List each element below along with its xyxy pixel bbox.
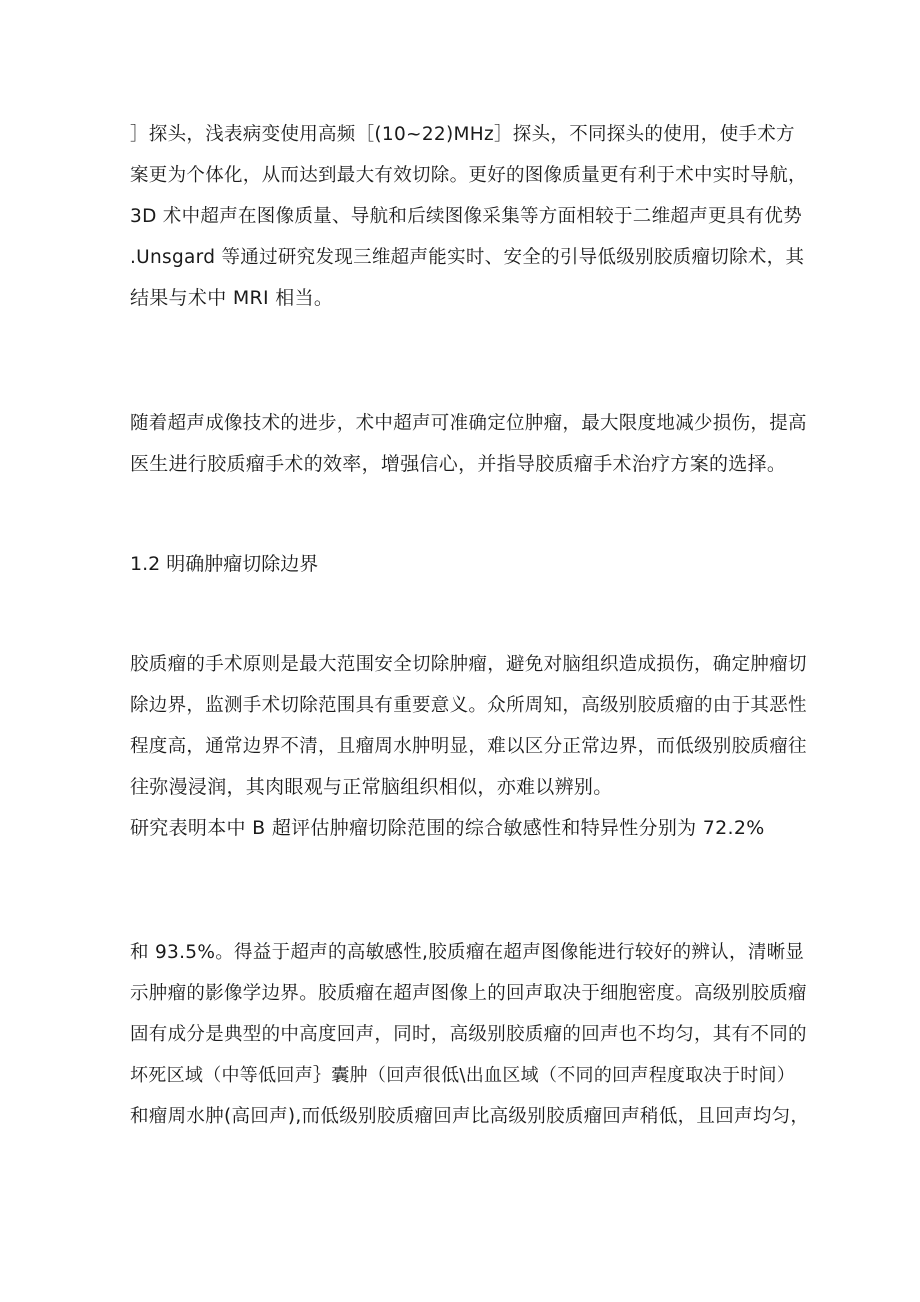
text-line: 程度高，通常边界不清，且瘤周水肿明显，难以区分正常边界，而低级别胶质瘤往: [130, 736, 807, 757]
text-line: 3D 术中超声在图像质量、导航和后续图像采集等方面相较于二维超声更具有优势: [130, 206, 802, 227]
text-line: 往弥漫浸润，其肉眼观与正常脑组织相似，亦难以辨别。: [130, 776, 613, 798]
text-line: 和 93.5%。得益于超声的高敏感性,胶质瘤在超声图像能进行较好的辨认，清晰显: [130, 942, 805, 963]
text-line: ］探头，浅表病变使用高频［(10~22)MHz］探头，不同探头的使用，使手术方: [130, 124, 795, 145]
text-line: 医生进行胶质瘤手术的效率，增强信心，并指导胶质瘤手术治疗方案的选择。: [130, 453, 787, 475]
text-line: 研究表明本中 B 超评估肿瘤切除范围的综合敏感性和特异性分别为 72.2%: [130, 817, 765, 839]
text-line: 随着超声成像技术的进步，术中超声可准确定位肿瘤，最大限度地减少损伤，提高: [130, 413, 807, 434]
text-line: 示肿瘤的影像学边界。胶质瘤在超声图像上的回声取决于细胞密度。高级别胶质瘤: [130, 983, 807, 1004]
paragraph-ultrasound-probes: [130, 114, 810, 319]
paragraph-research-result: [130, 808, 810, 849]
text-line: .Unsgard 等通过研究发现三维超声能实时、安全的引导低级别胶质瘤切除术，其: [130, 247, 805, 268]
text-line: 除边界，监测手术切除范围具有重要意义。众所周知，高级别胶质瘤的由于其恶性: [130, 695, 807, 716]
paragraph-surgical-principle: [130, 644, 810, 808]
text-line: 坏死区域（中等低回声｝囊肿（回声很低\出血区域（不同的回声程度取决于时间）: [130, 1065, 796, 1086]
text-line: 胶质瘤的手术原则是最大范围安全切除肿瘤，避免对脑组织造成损伤，确定肿瘤切: [130, 654, 807, 675]
section-heading: 1.2 明确肿瘤切除边界: [130, 553, 319, 575]
text-line: 结果与术中 MRI 相当。: [130, 287, 334, 309]
text-line: 和瘤周水肿(高回声),而低级别胶质瘤回声比高级别胶质瘤回声稍低，且回声均匀，: [130, 1106, 810, 1127]
paragraph-ultrasound-progress: [130, 403, 810, 485]
paragraph-echo-characteristics: [130, 932, 810, 1137]
text-line: 固有成分是典型的中高度回声，同时，高级别胶质瘤的回声也不均匀，其有不同的: [130, 1024, 807, 1045]
text-line: 案更为个体化，从而达到最大有效切除。更好的图像质量更有利于术中实时导航，: [130, 165, 807, 186]
